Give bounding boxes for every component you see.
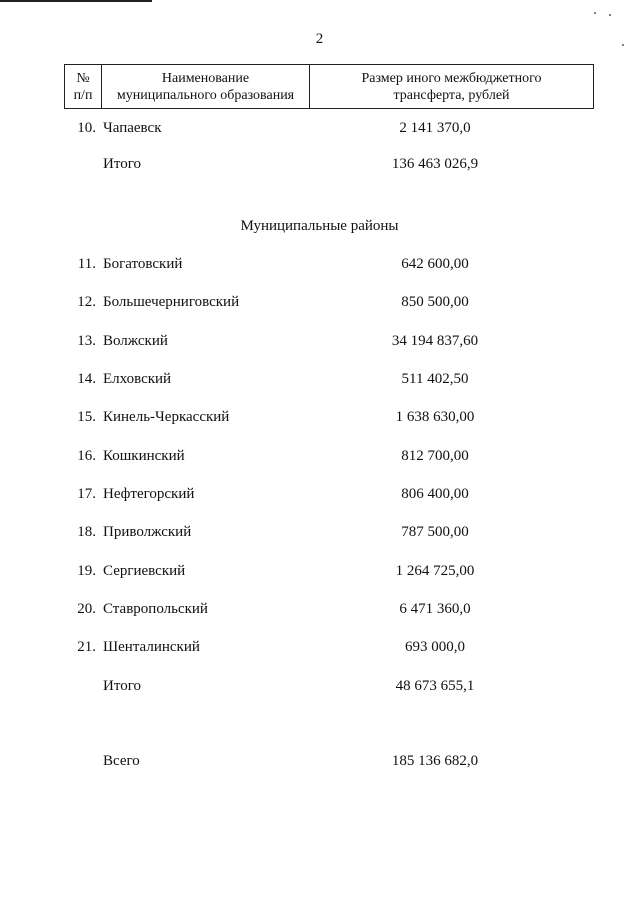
table-row <box>0 637 639 657</box>
row-value: 850 500,00 <box>401 294 469 310</box>
row-value: 2 141 370,0 <box>399 120 471 136</box>
table-row <box>0 446 639 466</box>
row-value: 806 400,00 <box>401 486 469 502</box>
subtotal-label: Итого <box>103 678 141 694</box>
top-rule <box>0 0 152 2</box>
row-name: Ставропольский <box>103 601 208 617</box>
scan-speck <box>594 12 596 14</box>
table-row <box>0 254 639 274</box>
row-number: 16. <box>77 448 96 464</box>
grand-total-label: Всего <box>103 753 140 769</box>
row-number: 19. <box>77 563 96 579</box>
row-value: 642 600,00 <box>401 256 469 272</box>
row-value: 34 194 837,60 <box>391 333 479 349</box>
row-name: Сергиевский <box>103 563 186 579</box>
section-title: Муниципальные районы <box>240 218 399 234</box>
table-row <box>0 369 639 389</box>
table-row <box>0 292 639 312</box>
table-header <box>64 64 594 109</box>
row-number: 15. <box>77 409 96 425</box>
subtotal-value: 48 673 655,1 <box>395 678 475 694</box>
header-number-text: № п/п <box>73 70 93 103</box>
row-name: Большечерниговский <box>103 294 240 310</box>
row-number: 21. <box>77 639 96 655</box>
header-number <box>65 65 101 108</box>
row-value: 6 471 360,0 <box>399 601 471 617</box>
header-name-text: Наименование муниципального образования <box>116 70 295 103</box>
row-name: Шенталинский <box>103 639 200 655</box>
row-number: 10. <box>77 120 96 136</box>
row-number: 13. <box>77 333 96 349</box>
header-name <box>101 65 309 108</box>
row-name: Приволжский <box>103 524 192 540</box>
table-row <box>0 599 639 619</box>
page-number: 2 <box>315 31 324 47</box>
header-amount <box>309 65 593 108</box>
row-value: 812 700,00 <box>401 448 469 464</box>
row-name: Чапаевск <box>103 120 162 136</box>
row-value: 1 638 630,00 <box>395 409 475 425</box>
table-row <box>0 561 639 581</box>
row-value: 787 500,00 <box>401 524 469 540</box>
table-row <box>0 484 639 504</box>
table-row <box>0 118 639 138</box>
row-name: Кинель-Черкасский <box>103 409 230 425</box>
grand-total-value: 185 136 682,0 <box>391 753 479 769</box>
row-name: Богатовский <box>103 256 183 272</box>
row-value: 511 402,50 <box>401 371 469 387</box>
subtotal-value: 136 463 026,9 <box>391 156 479 172</box>
subtotal-label: Итого <box>103 156 141 172</box>
row-number: 18. <box>77 524 96 540</box>
row-name: Нефтегорский <box>103 486 195 502</box>
row-number: 12. <box>77 294 96 310</box>
row-number: 11. <box>77 256 96 272</box>
row-number: 20. <box>77 601 96 617</box>
subtotal-row <box>0 154 639 174</box>
row-value: 693 000,0 <box>405 639 465 655</box>
table-row <box>0 331 639 351</box>
header-amount-text: Размер иного межбюджетного трансферта, рублей <box>361 70 542 103</box>
table-row <box>0 522 639 542</box>
table-row <box>0 407 639 427</box>
row-name: Елховский <box>103 371 172 387</box>
row-number: 17. <box>77 486 96 502</box>
subtotal-row <box>0 676 639 696</box>
grand-total-row <box>0 751 639 771</box>
scan-speck <box>609 14 611 16</box>
row-value: 1 264 725,00 <box>395 563 475 579</box>
row-name: Волжский <box>103 333 168 349</box>
row-number: 14. <box>77 371 96 387</box>
row-name: Кошкинский <box>103 448 185 464</box>
